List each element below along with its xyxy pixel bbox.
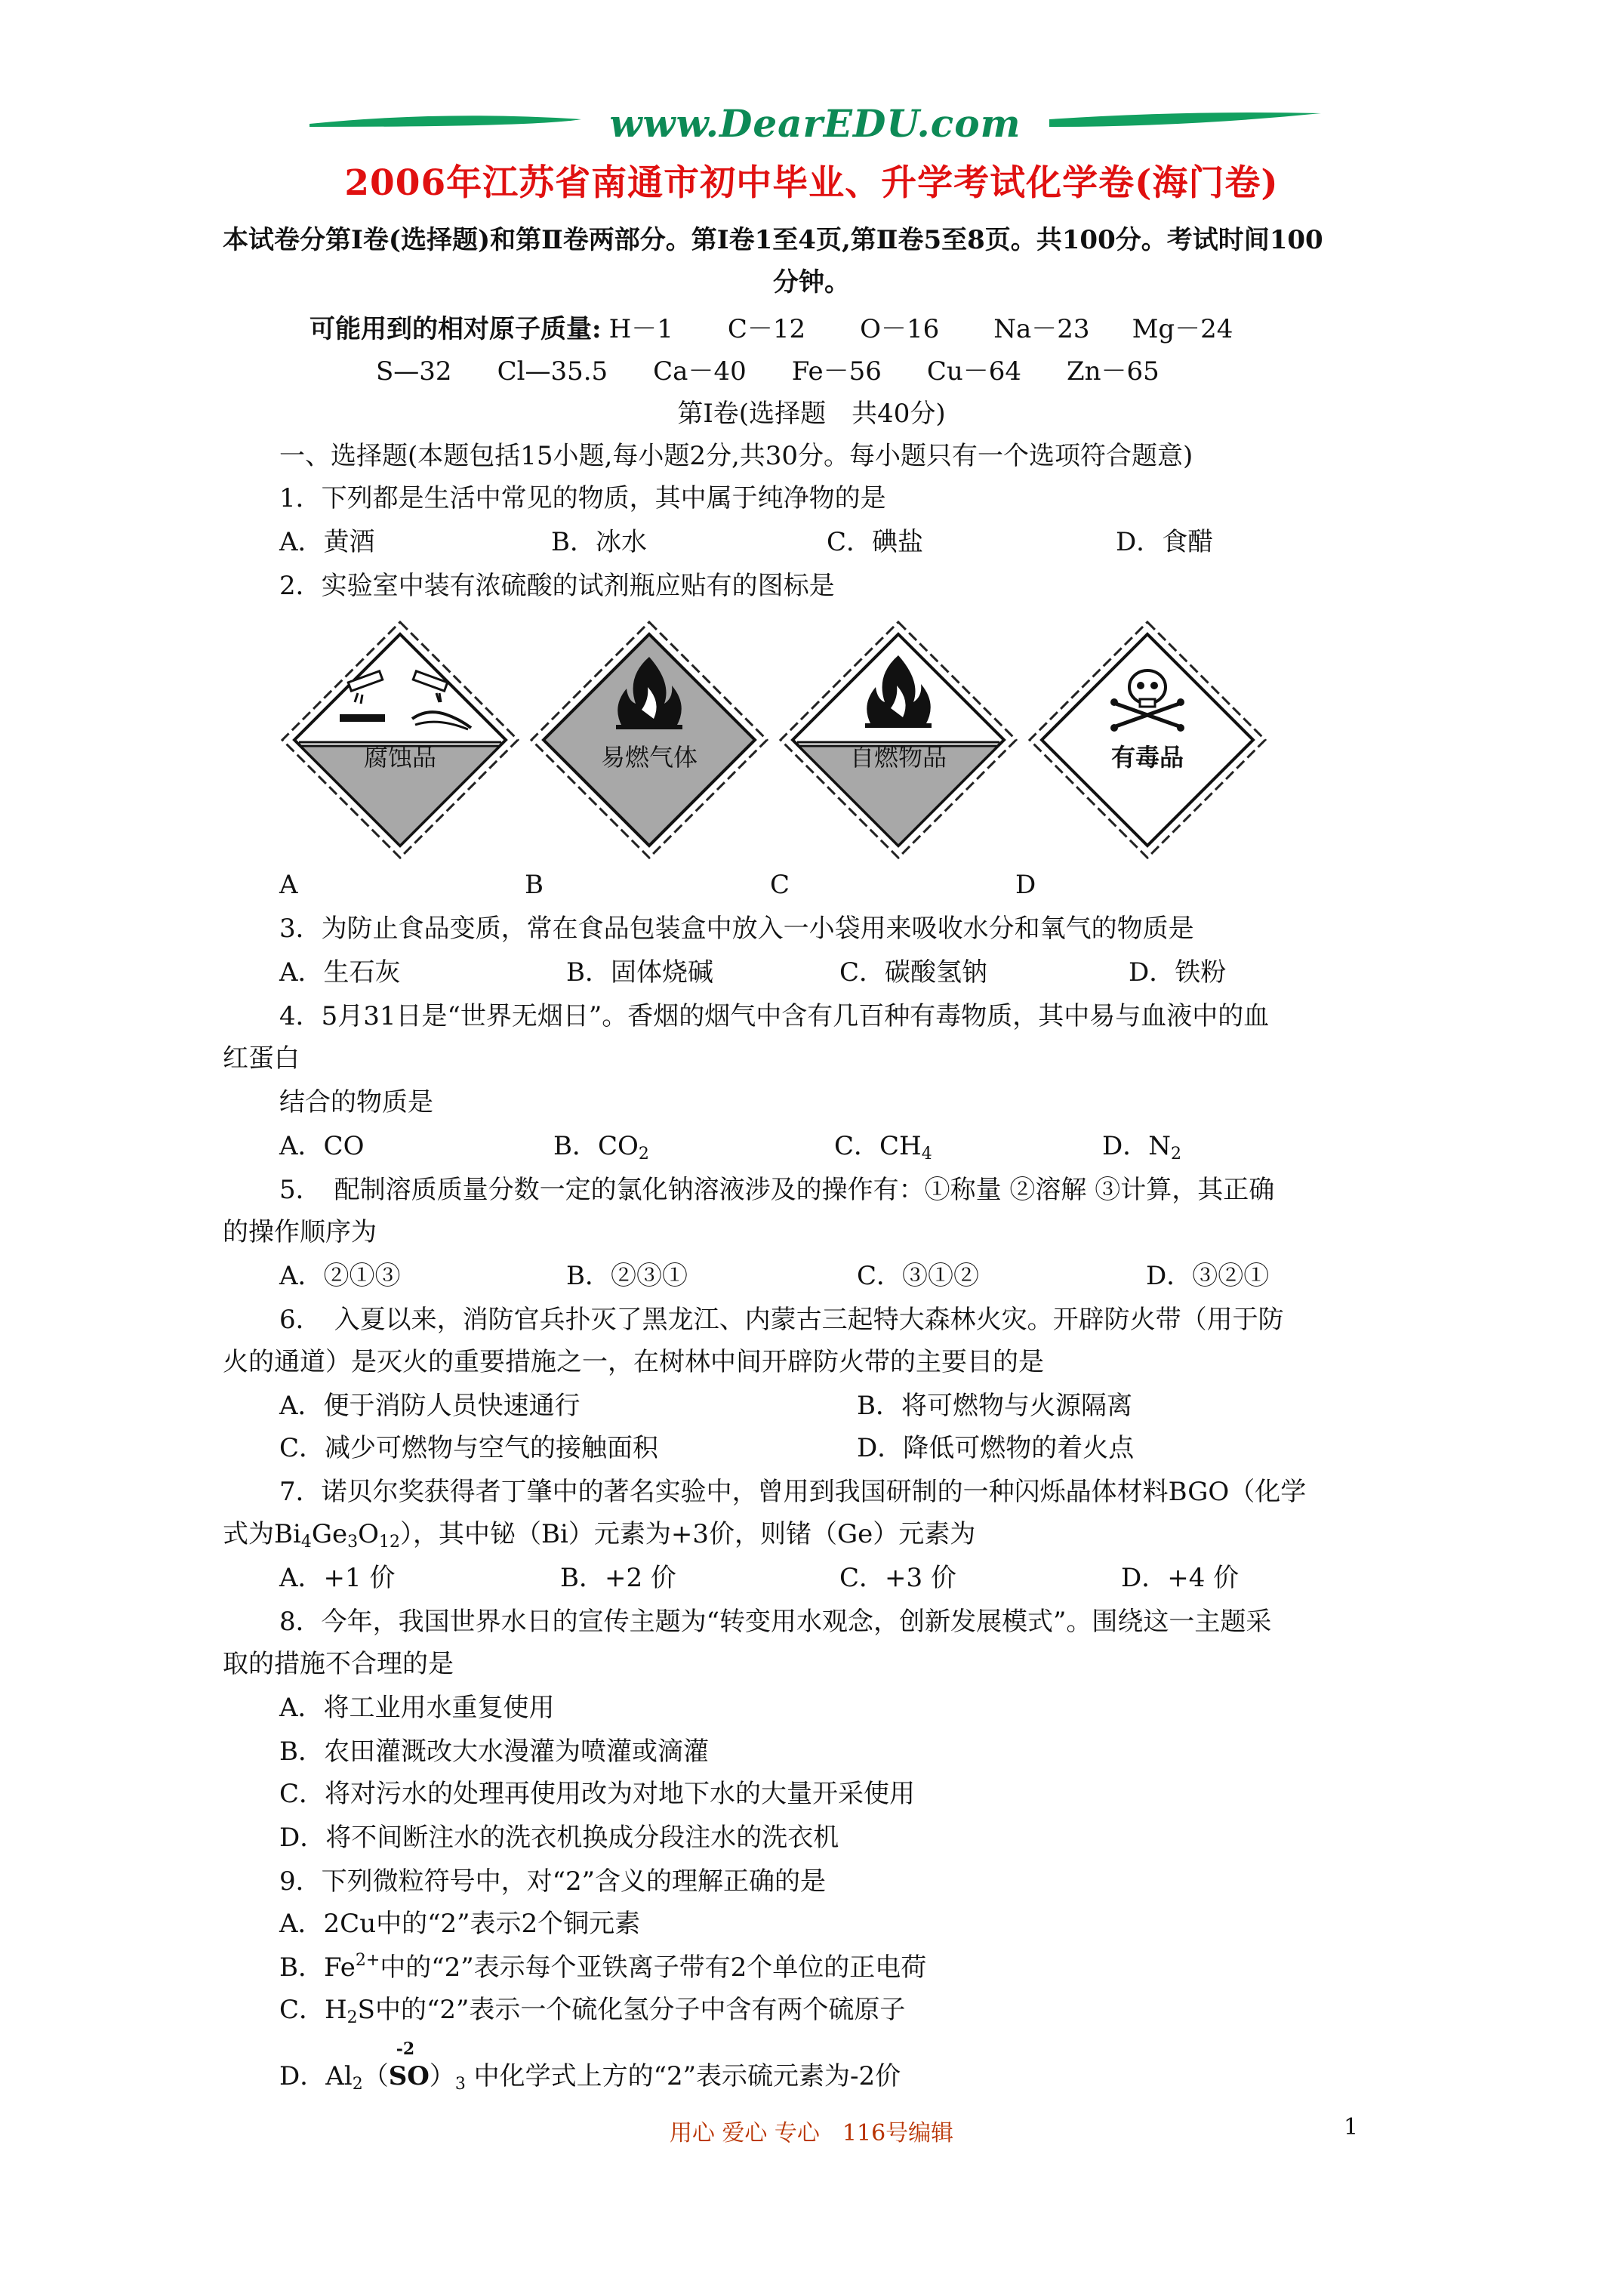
q3-stem: 3．为防止食品变质，常在食品包装盒中放入一小袋用来吸收水分和氧气的物质是 <box>279 914 1194 944</box>
mass-cu: Cu－64 <box>926 356 1022 387</box>
q7-formula-part-3: O <box>358 1519 380 1549</box>
q7-formula-part-2: Ge <box>311 1519 348 1549</box>
q7-option-b: B．+2 价 <box>560 1563 676 1593</box>
q8-stem-2: 取的措施不合理的是 <box>223 1649 454 1679</box>
q4-d-sub: 2 <box>1171 1145 1182 1163</box>
q1-option-b: B．冰水 <box>551 527 647 557</box>
q4-d-text: D．N <box>1102 1131 1172 1161</box>
q7-option-c: C．+3 价 <box>839 1563 956 1593</box>
q3-option-d: D．铁粉 <box>1129 957 1227 988</box>
hazard-label-b: 易燃气体 <box>600 743 698 772</box>
q4-stem-1: 4．5月31日是“世界无烟日”。香烟的烟气中含有几百种有毒物质，其中易与血液中的血 <box>279 1001 1270 1031</box>
hazard-label-a: 腐蚀品 <box>363 743 436 772</box>
q1-option-d: D．食醋 <box>1116 527 1214 557</box>
q7-formula-part-1: 式为Bi <box>223 1519 301 1549</box>
q5-option-b: B．②③① <box>566 1261 688 1291</box>
section-heading: 第Ⅰ卷(选择题 共40分) <box>677 399 946 429</box>
q9-option-b <box>279 1951 926 1984</box>
q6-option-c: C．减少可燃物与空气的接触面积 <box>279 1433 659 1463</box>
q9-option-d: D．$Al_2$（ -2 $SO)_3$ 中化学式上方的“2”表示硫元素为-2价 <box>279 2060 901 2093</box>
mass-ca: Ca－40 <box>653 356 747 387</box>
q7-formula-sub-2: 3 <box>347 1533 359 1552</box>
mass-c: C－12 <box>727 314 806 344</box>
q2-stem: 2．实验室中装有浓硫酸的试剂瓶应贴有的图标是 <box>279 571 835 601</box>
q6-option-b: B．将可燃物与火源隔离 <box>857 1391 1132 1421</box>
q6-stem-2: 火的通道）是灭火的重要措施之一，在树林中间开辟防火带的主要目的是 <box>223 1347 1044 1377</box>
q9-b-sup: 2+ <box>355 1951 380 1970</box>
q5-option-c: C．③①② <box>857 1261 980 1291</box>
q7-formula-sub-3: 12 <box>379 1533 401 1552</box>
q4-option-b <box>553 1130 649 1163</box>
q7-option-a: A．+1 价 <box>279 1563 396 1593</box>
q7-stem-rest: ），其中铋（Bi）元素为+3价，则锗（Ge）元素为 <box>400 1519 976 1549</box>
q8-option-d: D．将不间断注水的洗衣机换成分段注水的洗衣机 <box>279 1823 839 1853</box>
logo-text: www.DearEDU.com <box>609 101 1021 146</box>
intro-line-1: 本试卷分第Ⅰ卷(选择题)和第Ⅱ卷两部分。第Ⅰ卷1至4页,第Ⅱ卷5至8页。共100分。考试时间100 <box>223 225 1323 255</box>
mass-fe: Fe－56 <box>791 356 882 387</box>
mass-h: H－1 <box>608 314 673 344</box>
q2-option-d: D <box>1015 870 1036 900</box>
q1-option-a: A．黄酒 <box>279 527 375 557</box>
q9-d-ion <box>388 2039 430 2093</box>
q1-stem: 1．下列都是生活中常见的物质，其中属于纯净物的是 <box>279 483 886 513</box>
q3-option-a: A．生石灰 <box>279 957 401 988</box>
atomic-mass-row-1 <box>310 313 1233 346</box>
q7-option-d: D．+4 价 <box>1121 1563 1240 1593</box>
q5-stem-2: 的操作顺序为 <box>223 1217 377 1247</box>
q9-c-sub: 2 <box>346 2008 358 2027</box>
mass-mg: Mg－24 <box>1132 314 1233 344</box>
q9-d-rest: 中化学式上方的“2”表示硫元素为-2价 <box>465 2061 901 2091</box>
hazard-icon-toxic <box>1027 619 1268 861</box>
hazard-icon-corrosive <box>279 619 521 861</box>
q3-option-b: B．固体烧碱 <box>566 957 713 988</box>
q6-option-a: A．便于消防人员快速通行 <box>279 1391 581 1421</box>
q7-stem-1: 7．诺贝尔奖获得者丁肇中的著名实验中，曾用到我国研制的一种闪烁晶体材料BGO（化学 <box>279 1477 1307 1507</box>
q4-stem-3: 结合的物质是 <box>279 1087 433 1117</box>
site-logo <box>310 97 1321 149</box>
atomic-mass-label: 可能用到的相对原子质量: <box>310 314 602 344</box>
q8-option-a: A．将工业用水重复使用 <box>279 1693 555 1723</box>
q4-option-a: A．CO <box>279 1131 365 1161</box>
q4-b-text: B．CO <box>553 1131 639 1161</box>
q9-c-rest: S中的“2”表示一个硫化氢分子中含有两个硫原子 <box>357 1995 906 2025</box>
mass-zn: Zn－65 <box>1067 356 1160 387</box>
q2-option-c: C <box>770 870 790 900</box>
atomic-mass-row-2 <box>376 355 1160 388</box>
q9-stem: 9．下列微粒符号中，对“2”含义的理解正确的是 <box>279 1866 827 1897</box>
hazard-label-d: 有毒品 <box>1110 743 1184 772</box>
q2-option-b: B <box>525 870 544 900</box>
q9-c-prefix: C．H <box>279 1995 347 2025</box>
q4-b-sub: 2 <box>638 1145 649 1163</box>
mass-cl: Cl—35.5 <box>497 356 608 387</box>
q9-d-charge: -2 <box>396 2039 415 2059</box>
q9-d-sub: 2 <box>352 2075 363 2094</box>
hazard-icon-spontaneous <box>778 619 1019 861</box>
mass-s: S—32 <box>376 356 452 387</box>
q9-b-prefix: B．Fe <box>279 1952 356 1983</box>
q5-option-d: D．③②① <box>1146 1261 1270 1291</box>
q8-option-b: B．农田灌溉改大水漫灌为喷灌或滴灌 <box>279 1737 709 1767</box>
intro-line-2: 分钟。 <box>773 267 850 297</box>
hazard-label-c: 自燃物品 <box>849 743 947 772</box>
q4-option-d <box>1102 1130 1181 1163</box>
q2-option-a: A <box>279 870 298 900</box>
q4-stem-2: 红蛋白 <box>223 1043 300 1074</box>
mass-na: Na－23 <box>993 314 1090 344</box>
q9-option-a: A．2Cu中的“2”表示2个铜元素 <box>279 1909 641 1939</box>
q7-formula-sub-1: 4 <box>300 1533 312 1552</box>
q3-option-c: C．碳酸氢钠 <box>839 957 988 988</box>
q4-c-sub: 4 <box>921 1145 932 1163</box>
section-instruction: 一、选择题(本题包括15小题,每小题2分,共30分。每小题只有一个选项符合题意) <box>279 441 1193 471</box>
q5-stem-1: 5． 配制溶质质量分数一定的氯化钠溶液涉及的操作有：①称量 ②溶解 ③计算，其正确 <box>279 1175 1275 1205</box>
q6-option-d: D．降低可燃物的着火点 <box>857 1433 1135 1463</box>
q4-option-c <box>834 1130 932 1163</box>
q9-b-rest: 中的“2”表示每个亚铁离子带有2个单位的正电荷 <box>380 1952 927 1983</box>
q9-option-c <box>279 1993 905 2026</box>
q9-d-prefix: D．Al <box>279 2061 353 2091</box>
q1-option-c: C．碘盐 <box>827 527 924 557</box>
q9-d-sub2: 3 <box>454 2075 466 2094</box>
page-title: 2006年江苏省南通市初中毕业、升学考试化学卷(海门卷) <box>344 162 1279 204</box>
q5-option-a: A．②①③ <box>279 1261 401 1291</box>
q8-option-c: C．将对污水的处理再使用改为对地下水的大量开采使用 <box>279 1779 916 1809</box>
hazard-icons <box>279 619 1276 861</box>
q9-d-ion-text: SO <box>388 2061 430 2091</box>
q4-c-text: C．CH <box>834 1131 922 1161</box>
mass-o: O－16 <box>860 314 940 344</box>
page-number: 1 <box>1344 2114 1359 2140</box>
footer-text: 用心 爱心 专心 116号编辑 <box>669 2120 954 2147</box>
hazard-icon-flammable-gas <box>528 619 770 861</box>
q7-stem-2 <box>223 1518 975 1551</box>
q6-stem-1: 6． 入夏以来，消防官兵扑灭了黑龙江、内蒙古三起特大森林火灾。开辟防火带（用于防 <box>279 1305 1284 1335</box>
q8-stem-1: 8．今年，我国世界水日的宣传主题为“转变用水观念，创新发展模式”。围绕这一主题采 <box>279 1607 1272 1637</box>
